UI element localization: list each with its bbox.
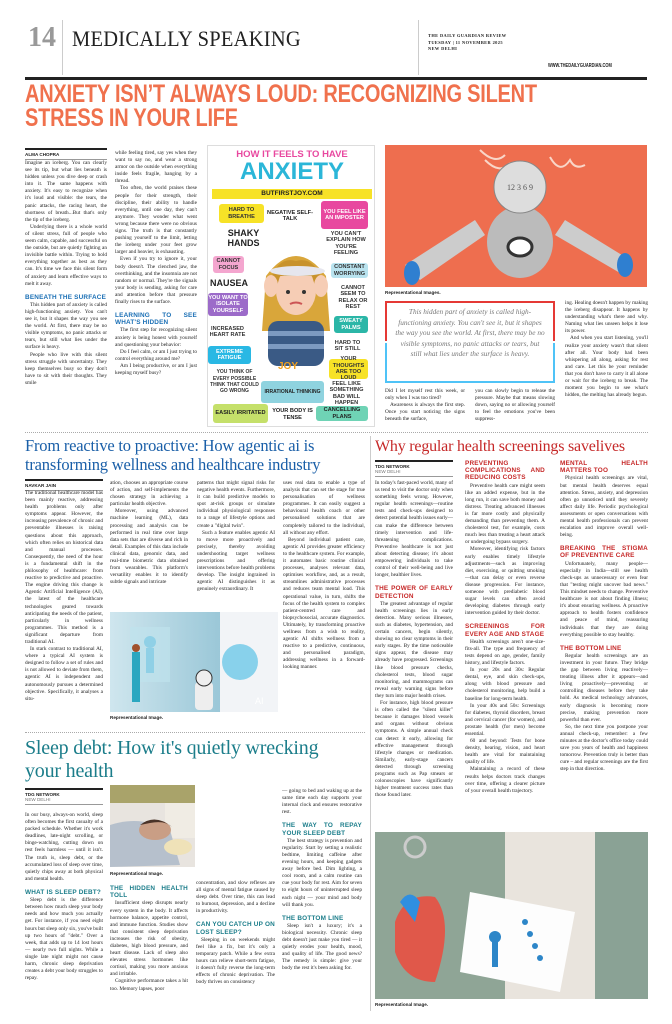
subheading: MENTAL HEALTH MATTERS TOO	[560, 460, 648, 475]
symptom-label: FEEL LIKE SOMETHING BAD WILL HAPPEN	[329, 380, 364, 406]
dateline: NEW DELHI	[375, 469, 401, 474]
paragraph: The first step for recognizing silent anxiety is being honest with yourself and questioning your behavior:	[115, 327, 197, 348]
paragraph: patterns that might signal risks for negative health events. Furthermore, it can build predictive models to spot at-risk groups or simulate individual physiological responses to a range of lifestyle options and create a "digital twin".	[197, 480, 275, 529]
article-column	[385, 388, 465, 430]
section-title: MEDICALLY SPEAKING	[72, 26, 301, 51]
symptom-label: EASILY IRRITATED	[213, 404, 268, 423]
desk-shadow	[270, 266, 325, 276]
symptom-label: SHAKY HANDS	[227, 227, 260, 248]
paragraph: Cognitive performance takes a hit too. Memory lapses, poor	[110, 978, 188, 992]
paragraph: This hidden part of anxiety is called high-functioning anxiety. You can't see it, but it shapes the way you see the world. At first, there may be no visible symptoms, no panic attacks or tears, but still what lies under the surface is heavy.	[25, 301, 107, 351]
symptom-label: EXTREME FATIGUE	[208, 346, 251, 364]
symptom-label: SWEATY PALMS	[334, 316, 368, 333]
paragraph: In your 20s and 30s: Regular dental, eye, and skin check-ups, along with blood pressure and cholesterol monitoring, help build a baseline for long-term health.	[465, 667, 545, 702]
article-column	[283, 480, 365, 725]
paragraph: The best strategy is prevention and regularity. Start by setting a realistic bedtime, limiting caffeine after evening hours, and keeping gadgets away before bed. Dim lighting, a cool room, and a calm routine can cue your body for rest. Aim for seven to eight hours of uninterrupted sleep each night — your mind and body will thank you.	[282, 837, 362, 908]
headline-line: your health	[25, 760, 114, 782]
quote-border-bottom	[385, 343, 555, 383]
article-column	[375, 480, 453, 830]
infographic-main-title: ANXIETY	[239, 158, 344, 185]
paragraph: while feeling tired, say yes when they want to say no, and wear a strong armor on the outside when everything inside feels fragile, hanging by a thread.	[115, 150, 197, 185]
paragraph: Sleeping in on weekends might feel like a fix, but it's only a temporary patch. While a few extra hours can relieve short-term fatigue, it doesn't fully reverse the long-term effects of chronic deprivation. The body thrives on consistency	[196, 936, 275, 986]
joy-logo: JOY	[278, 361, 299, 372]
article-column	[282, 788, 362, 1003]
ai-headline	[25, 436, 365, 474]
paragraph: Even if you try to ignore it, your body doesn't. The clenched jaw, the overthinking, and the insomnia are not random or normal. They're the signals your body is sending, asking for care and attention before that pressure finally rises to the surface.	[115, 256, 197, 305]
article-column	[25, 812, 103, 1007]
screenings-headline: Why regular health screenings savelives	[375, 438, 625, 455]
column-divider	[370, 436, 371, 1011]
paragraph: Underlying there is a whole world of silent stress, full of people who seem calm, capable, and successful on the outside, but are quietly fighting an invisible battle within. Trying to hold everything together as best as they can. It's time we face this silent form of anxiety and learn effective ways to melt it away.	[25, 223, 107, 287]
symptom-label: CONSTANT WORRYING	[331, 263, 368, 278]
article-column	[110, 885, 188, 1007]
paragraph: Health screenings aren't one-size-fits-all. The type and frequency of tests depend on age, gender, family history, and lifestyle factors.	[465, 638, 545, 667]
paragraph: In our busy, always-on world, sleep often becomes the first casualty of a packed schedule. Whether it's work deadlines, late-night scrolling, or binge-watching, cutting down on rest feels harmless — until it isn't. The truth is, sleep debt, or the accumulated loss of sleep over time, quietly chips away at both physical and mental health.	[25, 812, 103, 882]
paragraph: In stark contrast to traditional AI, where a typical AI system is designed to follow a set of rules and is not allowed to deviate from them, agentic AI is independent and autonomously pursues a determined objective. Specifically, it analyses a situ-	[25, 646, 103, 702]
subheading: THE BOTTOM LINE	[282, 914, 344, 922]
headline-line: From reactive to proactive: How agentic ai is	[25, 436, 315, 455]
symptom-label: YOU WANT TO ISOLATE YOURSELF	[208, 293, 248, 316]
paragraph: For instance, high blood pressure is often called the "silent killer" because it damages blood vessels and organs without obvious symptoms. A simple annual check can detect it early, allowing for effective management through lifestyle changes or medication. Similarly, early-stage cancers detected through screening programs such as Pap smears or colonoscopies have significantly higher treatment success rates than those found later.	[375, 700, 453, 799]
byline-name: TDG NETWORK	[375, 464, 410, 469]
article-column	[197, 480, 275, 610]
divider	[62, 20, 63, 75]
subheading: SCREENINGS FOR EVERY AGE AND STAGE	[465, 623, 545, 638]
symptom-label: YOU THINK OF EVERY POSSIBLE THINK THAT COULD GO WRONG	[210, 369, 259, 395]
paragraph: And when you start listening, you'll realize your anxiety wasn't that silent after all. Your body had been whispering all along, asking for rest and care. Let this be your reminder that you don't have to carry it all alone or wait for the iceberg to break. The moment you begin to see what's hidden, the melting has already begun.	[565, 335, 648, 399]
symptom-label: YOUR THOUGHTS ARE TOO LOUD	[329, 359, 368, 379]
ai-healthcare-image	[110, 612, 278, 712]
paragraph: you can slowly begin to release the pressure. Maybe that means slowing down, saying no or allowing yourself to feel the emotions you've been suppress-	[475, 388, 555, 423]
symptom-label: YOU CAN'T EXPLAIN HOW YOU'RE FEELING	[326, 230, 366, 256]
sleeping-woman-image	[110, 785, 195, 867]
paragraph: Such a feature enables agentic AI to move more proactively and precisely, thereby avoiding undershooting target wellness prescriptions and offering interventions before health problems develop. The insight ingrained in agentic AI distinguishes it as genuinely extraordinary. It	[197, 529, 275, 593]
paragraph: concentration, and slow reflexes are all signs of mental fatigue caused by sleep debt. Over time, this can lead to burnout, depression, and a decline in productivity.	[196, 880, 275, 915]
paragraph: The traditional healthcare model has been mainly reactive, addressing health problems only after symptoms appear. However, the increasing prevalence of chronic and preventable illnesses is raising questions about this approach, which often relies on historical data and manual processes. Consequently, the need of the hour is a fundamental shift in the philosophy of healthcare: from reactive to predictive and proactive. The engine driving this change is Agentic Artificial Intelligence (AI), the latest of the healthcare technologies geared towards anticipating the needs of the patient, particularly in wellness programmes. This method is a significant departure from traditional AI.	[25, 490, 103, 645]
divider	[418, 20, 419, 75]
paragraph: Physical health screenings are vital, but mental health deserves equal attention. Stress, anxiety, and depression often go unnoticed until they severely affect daily life. Periodic psychological assessments or open conversations with mental health professionals can prevent escalation and improve overall well-being.	[560, 475, 648, 539]
paragraph: Regular health screenings are an investment in your future. They bridge the gap between living reactively—treating illness after it appears—and living proactively—preventing or controlling diseases before they take hold. As medical technology advances, early diagnosis is becoming more precise, making prevention more powerful than ever.	[560, 652, 648, 723]
symptom-label: IRRATIONAL THINKING	[261, 381, 324, 403]
section-divider	[25, 432, 648, 433]
website-link[interactable]: WWW.THEDAILYGUARDIAN.COM	[548, 63, 612, 69]
byline	[25, 788, 103, 805]
quote-border-top	[385, 301, 555, 341]
paragraph: ing. Healing doesn't happen by making the iceberg disappear. It happens by understanding what's there and why. Naming what lies unseen helps it lose its power.	[565, 300, 648, 335]
svg-text:12 3 6 9: 12 3 6 9	[507, 183, 533, 192]
paragraph: Awareness is always the first step. Once you start noticing the signs beneath the surface,	[385, 402, 465, 423]
paragraph: — going to bed and waking up at the same time each day supports your internal clock and ensures restorative rest.	[282, 788, 362, 816]
sleep-headline	[25, 737, 365, 783]
subheading: BREAKING THE STIGMA OF PREVENTIVE CARE	[560, 545, 648, 560]
symptom-label: CANCELLING PLANS	[316, 406, 368, 421]
infographic-source: BUTFIRSTJOY.COM	[212, 189, 372, 199]
ai-label: AI	[255, 696, 264, 706]
paragraph: Preventive health care might seem like an added expense, but in the long run, it can save both money and distress. Treating advanced illnesses is far more costly and physically demanding than preventing them. A cholesterol test, for example, costs much less than treating a heart attack or undergoing bypass surgery.	[465, 482, 545, 546]
paragraph: Too often, the world praises these people for their strength, their discipline, their ability to handle everything, until one day, they can't anymore. They wonder what went wrong because there were no obvious signs. The truth is that constantly pushing yourself to the limit, letting the iceberg under your feet grow larger and heavier, is exhausting.	[115, 185, 197, 256]
byline-name: TDG NETWORK	[25, 792, 60, 797]
issue-date: TUESDAY | 11 NOVEMBER 2025	[428, 39, 503, 45]
byline	[375, 460, 453, 477]
paragraph: Sleep isn't a luxury; it's a biological necessity. Chronic sleep debt doesn't just make you tired — it quietly erodes your health, mood, and quality of life. The good news? The remedy is simple: give your body the rest it's been asking for.	[282, 922, 362, 972]
symptom-label: YOU FEEL LIKE AN IMPOSTER	[321, 201, 368, 229]
paragraph: Beyond individual patient care, agentic AI provides greater efficiency to the healthcare system. For example, it automates basic routine clinical processes, analyses relevant data, optimises workflow, and, as a result, streamlines administrative processes and reduces team mental load. This operational value, in turn, shifts the focus of the health system to complex patient-centred care and biopsychosocial, accurate diagnostics. Ultimately, by transforming proactive wellness from a wish to reality, agentic AI shifts wellness from a reactive to a predictive, continuous, and personalised paradigm, addressing wellness in a forward-looking manner.	[283, 536, 365, 671]
article-column	[110, 480, 188, 610]
paper-name: THE DAILY GUARDIAN REVIEW	[428, 33, 507, 38]
article-column	[196, 880, 275, 1007]
article-column	[475, 388, 555, 430]
dateline: NEW DELHI	[25, 797, 51, 802]
symptom-label: CANNOT SEEM TO RELAX OR REST	[338, 284, 368, 310]
pull-quote	[385, 301, 555, 383]
subheading: LEARNING TO SEE WHAT'S HIDDEN	[115, 312, 197, 327]
paragraph: 60 and beyond: Tests for bone density, hearing, vision, and heart health are vital for maintaining quality of life.	[465, 738, 545, 766]
article-column	[25, 490, 103, 720]
anxiety-headline	[25, 82, 537, 130]
byline: NAVKAR JAIN	[25, 479, 103, 491]
headline-line: Sleep debt: How it's quietly wrecking	[25, 737, 319, 759]
paragraph: uses real data to enable a type of analysis that can set the stage for true personalisation of wellness programmes. It can easily suggest a behavioural health coach or other personalised solutions that are completely tailored to the individual, all without any effort.	[283, 480, 365, 536]
symptom-label: NAUSEA	[209, 278, 248, 288]
symptom-label: HARD TO BREATHE	[219, 204, 264, 223]
image-caption: Representational Image.	[110, 871, 164, 876]
infographic-title: HOW IT FEELS TO HAVE	[236, 149, 348, 160]
pull-quote-text: This hidden part of anxiety is called high-functioning anxiety. You can't see it, but it shapes the way you see the world. At first, there may be no visible symptoms, no panic attacks or tears, but still what lies under the surface is heavy.	[395, 307, 545, 358]
symptom-label: HARD TO SIT STILL	[334, 339, 361, 352]
subheading: WHAT IS SLEEP DEBT?	[25, 888, 101, 896]
paragraph: Moreover, identifying risk factors early enables timely lifestyle adjustments—such as improving diet, exercising, or quitting smoking—that can delay or even reverse disease progression. For instance, someone with prediabetic blood sugar levels can often avoid developing diabetes through early intervention guided by their doctor.	[465, 546, 545, 617]
headline-line: ANXIETY ISN’T ALWAYS LOUD: RECOGNIZING SILENT	[25, 80, 537, 108]
symptom-label: YOUR BODY IS TENSE	[272, 408, 313, 421]
subheading: BENEATH THE SURFACE	[25, 293, 107, 301]
section-divider	[25, 732, 365, 733]
paragraph: People who live with this silent stress struggle with uncertainty. They keep themselves busy so they don't have to sit with their thoughts. They smile	[25, 351, 107, 386]
paragraph: Insufficient sleep disrupts nearly every system in the body. It affects hormone balance, appetite control, and immune function. Studies show that consistent sleep deprivation increases the risk of obesity, diabetes, high blood pressure, and heart disease. Lack of sleep also elevates stress hormones like cortisol, making you more anxious and irritable.	[110, 900, 188, 978]
headline-line: STRESS IN YOUR LIFE	[25, 104, 238, 132]
article-column	[25, 160, 107, 430]
subheading: THE HIDDEN HEALTH TOLL	[110, 885, 188, 900]
page-number: 14	[28, 22, 56, 53]
symptom-label: NEGATIVE SELF-TALK	[267, 209, 313, 222]
paragraph: Am I being productive, or am I just keeping myself busy?	[115, 362, 197, 377]
byline: ALMA CHOPRA	[25, 148, 107, 160]
article-column	[465, 460, 545, 830]
paragraph: Moreover, using advanced machine learning (ML), data processing and analysis can be performed in real time over large data sets that are diverse and rich in detail. Examples of this data include clinical data, genomic data, and real-time biometric data obtained from wearables. This platform's versatility enables it to identify subtle signals and intricate	[110, 508, 188, 586]
symptom-label: CANNOT FOCUS	[213, 256, 244, 273]
subheading: THE BOTTOM LINE	[560, 644, 622, 652]
paragraph: Maintaining a record of these results helps doctors track changes over time, offering a clearer picture of your overall health trajectory.	[465, 766, 545, 794]
article-column	[565, 300, 648, 430]
paragraph: ation, chooses an appropriate course of action, and self-implements the chosen strategy in achieving a particular health objective.	[110, 480, 188, 508]
image-caption: Representational Images.	[385, 290, 441, 295]
paragraph: Do I feel calm, or am I just trying to control everything around me?	[115, 348, 197, 362]
image-caption: Representational Image.	[375, 1002, 429, 1007]
paragraph: Imagine an iceberg. You can clearly see its tip, but what lies beneath is hidden unless you dive deep or crash into it. The same happens with anxiety. It's easy to recognize when it's loud and visible: the tears, the panic attacks, the racing heart, the shortness of breath...But that's only the tip of the iceberg.	[25, 160, 107, 223]
headline-line: transforming wellness and healthcare industry	[25, 455, 321, 474]
city: NEW DELHI	[428, 46, 458, 51]
anxiety-illustration	[385, 145, 647, 287]
subheading: PREVENTING COMPLICATIONS AND REDUCING COSTS	[465, 460, 545, 482]
subheading: THE WAY TO REPAY YOUR SLEEP DEBT	[282, 822, 362, 837]
health-checkup-image	[375, 832, 648, 999]
paragraph: So, the next time you postpone your annual check-up, remember: a few minutes at the doctor's office today could save you years of health and happiness tomorrow. Prevention truly is better than cure – and regular screenings are the first step in that direction.	[560, 723, 648, 773]
symptom-label: INCREASED HEART RATE	[209, 325, 246, 338]
article-column	[560, 460, 648, 830]
paragraph: In your 40s and 50s: Screenings for diabetes, thyroid disorders, breast and cervical cancer (for women), and prostate health (for men) become essential.	[465, 702, 545, 738]
paragraph: In today's fast-paced world, many of us tend to visit the doctor only when something feels wrong. However, regular health screenings—routine tests and check-ups designed to detect potential health issues early—can make the difference between timely intervention and life-threatening complications. Preventive healthcare is not just about detecting disease; it's about empowering individuals to take control of their well-being and live longer, healthier lives.	[375, 480, 453, 579]
anxiety-infographic	[207, 145, 375, 427]
subheading: CAN YOU CATCH UP ON LOST SLEEP?	[196, 921, 275, 936]
paragraph: The greatest advantage of regular health screenings lies in early detection. Many serious illnesses, such as diabetes, hypertension, and certain cancers, begin silently, showing no clear symptoms in their early stages. By the time noticeable signs appear, the disease may already have progressed. Screenings like blood pressure checks, cholesterol tests, blood sugar monitoring, and mammograms can reveal early warning signs before they turn into major health crises.	[375, 600, 453, 699]
edition-info	[428, 33, 507, 53]
paragraph: Sleep debt is the difference between how much sleep your body needs and how much you actually get. For instance, if you need eight hours but sleep only six, you've built up two hours of "debt." Over a week, that adds up to 14 lost hours — nearly two full nights. While a single late night might not cause harm, chronic sleep deprivation creates a debt your body struggles to repay.	[25, 897, 103, 982]
article-column	[115, 150, 197, 430]
paragraph: Did I let myself rest this week, or only when I was too tired?	[385, 388, 465, 402]
image-caption: Representational Image.	[110, 715, 164, 720]
paragraph: Unfortunately, many people—especially in India—still see health check-ups as unnecessary or even fear that "testing might uncover bad news." This mindset needs to change. Preventive healthcare is not about finding illness; it's about ensuring wellness. A proactive approach to health fosters confidence and peace of mind, reassuring individuals that they are doing everything possible to stay healthy.	[560, 560, 648, 638]
subheading: THE POWER OF EARLY DETECTION	[375, 585, 453, 600]
